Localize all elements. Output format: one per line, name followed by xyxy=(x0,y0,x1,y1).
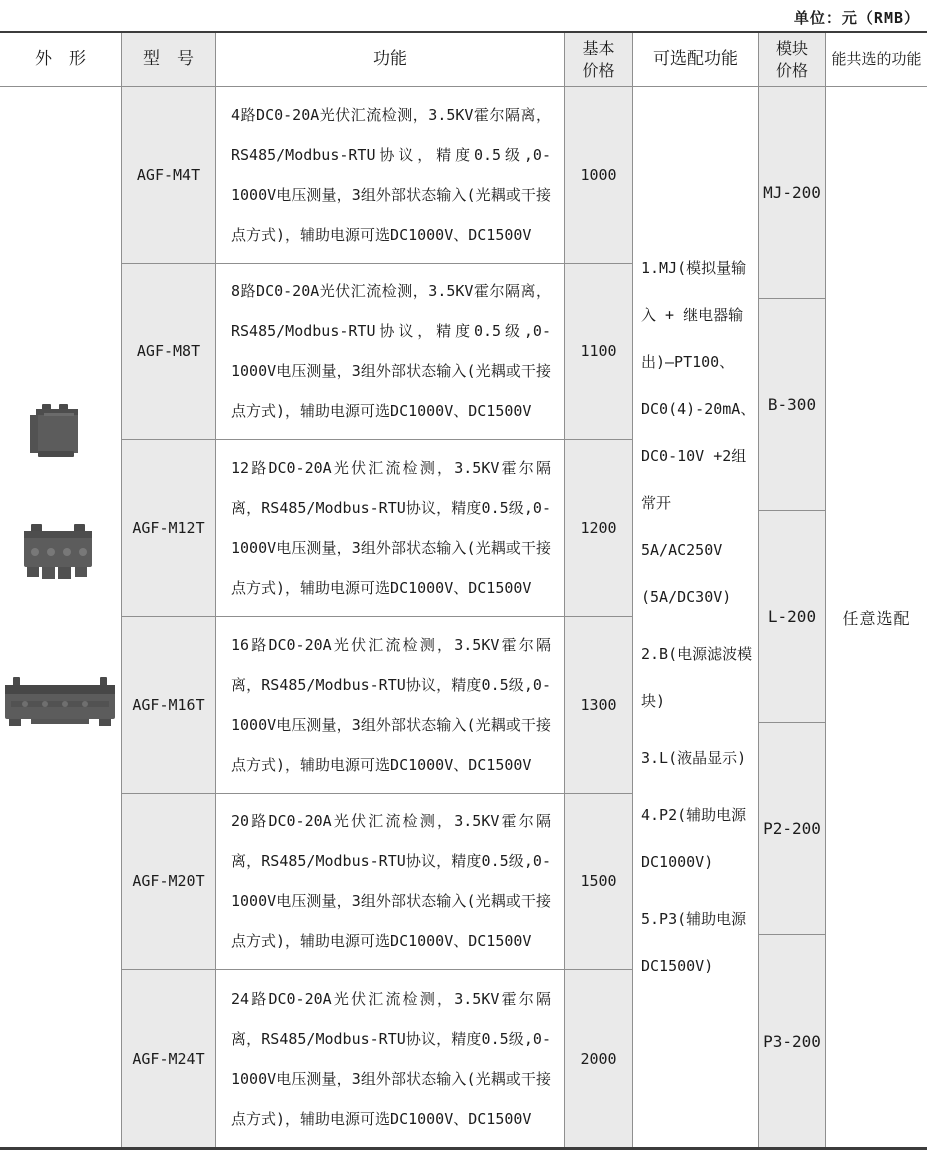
model-cell: AGF-M12T xyxy=(122,440,215,617)
header-base-price-line2: 价格 xyxy=(582,60,615,80)
header-shape: 外 形 xyxy=(35,49,86,70)
function-text: 12路DC0-20A光伏汇流检测，3.5KV霍尔隔离，RS485/Modbus-RTU协议，精度0.5级,0-1000V电压测量，3组外部状态输入(光耦或干接点方式)，辅助电源可选DC1000V、DC1500V xyxy=(231,459,551,598)
model-cell: AGF-M24T xyxy=(132,1049,205,1068)
header-base-price-line1: 基本 xyxy=(582,38,615,58)
optional-function-item: 4.P2(辅助电源 DC1000V) xyxy=(641,805,747,871)
header-model: 型 号 xyxy=(121,33,215,86)
model-column xyxy=(121,87,215,1147)
combiner-device-compact-photo xyxy=(22,401,84,463)
model-cell: AGF-M4T xyxy=(122,87,215,264)
base-price-cell: 1200 xyxy=(565,440,632,617)
table-body xyxy=(0,87,927,1147)
function-text: 8路DC0-20A光伏汇流检测，3.5KV霍尔隔离，RS485/Modbus-RTU协议，精度0.5级,0-1000V电压测量，3组外部状态输入(光耦或干接点方式)，辅助电源可选DC1000V、DC1500V xyxy=(231,282,551,421)
model-cell: AGF-M20T xyxy=(122,794,215,971)
model-cell: AGF-M8T xyxy=(122,264,215,441)
function-text: 4路DC0-20A光伏汇流检测，3.5KV霍尔隔离，RS485/Modbus-RTU协议，精度0.5级,0-1000V电压测量，3组外部状态输入(光耦或干接点方式)，辅助电源可选DC1000V、DC1500V xyxy=(231,105,551,244)
function-text: 16路DC0-20A光伏汇流检测，3.5KV霍尔隔离，RS485/Modbus-RTU协议，精度0.5级,0-1000V电压测量，3组外部状态输入(光耦或干接点方式)，辅助电源可选DC1000V、DC1500V xyxy=(231,635,551,774)
header-module-price-line2: 价格 xyxy=(775,60,808,80)
module-price-cell: P2-200 xyxy=(759,723,825,935)
combiner-device-medium-photo xyxy=(22,523,94,583)
module-price-cell: L-200 xyxy=(759,511,825,723)
table-header-row xyxy=(0,33,927,87)
function-cell xyxy=(216,87,564,264)
price-table xyxy=(0,31,927,1150)
unit-label: 单位：元（RMB） xyxy=(793,9,920,27)
header-base-price xyxy=(564,33,632,86)
combiner-device-wide-photo xyxy=(3,675,118,729)
function-cell xyxy=(216,794,564,971)
shared-functions-text: 任意选配 xyxy=(842,608,911,628)
base-price-cell: 1500 xyxy=(565,794,632,971)
base-price-cell: 1000 xyxy=(565,87,632,264)
header-function: 功能 xyxy=(215,33,564,86)
optional-functions-column xyxy=(632,87,758,1147)
module-price-cell: P3-200 xyxy=(763,1031,821,1051)
optional-function-item: 5.P3(辅助电源 DC1500V) xyxy=(641,909,747,975)
base-price-cell: 2000 xyxy=(580,1049,617,1068)
module-price-cell: MJ-200 xyxy=(759,87,825,299)
shape-column xyxy=(0,87,121,1147)
base-price-cell: 1300 xyxy=(565,617,632,794)
function-text: 24路DC0-20A光伏汇流检测，3.5KV霍尔隔离，RS485/Modbus-RTU协议，精度0.5级,0-1000V电压测量，3组外部状态输入(光耦或干接点方式)，辅助电源可选DC1000V、DC1500V xyxy=(231,989,551,1128)
function-cell xyxy=(216,264,564,441)
module-price-cell: B-300 xyxy=(759,299,825,511)
function-cell xyxy=(216,970,564,1147)
shared-functions-column xyxy=(825,87,927,1147)
module-price-column xyxy=(758,87,825,1147)
header-optional-functions: 可选配功能 xyxy=(632,33,758,86)
header-module-price-line1: 模块 xyxy=(775,38,808,58)
optional-function-item: 2.B(电源滤波模块) xyxy=(641,644,753,710)
function-text: 20路DC0-20A光伏汇流检测，3.5KV霍尔隔离，RS485/Modbus-RTU协议，精度0.5级,0-1000V电压测量，3组外部状态输入(光耦或干接点方式)，辅助电源可选DC1000V、DC1500V xyxy=(231,812,551,951)
function-cell xyxy=(216,617,564,794)
base-price-column xyxy=(564,87,632,1147)
optional-function-item: 3.L(液晶显示) xyxy=(641,748,747,767)
function-cell xyxy=(216,440,564,617)
header-shared-functions: 能共选的功能 xyxy=(825,33,927,86)
model-cell: AGF-M16T xyxy=(122,617,215,794)
base-price-cell: 1100 xyxy=(565,264,632,441)
header-module-price xyxy=(758,33,825,86)
optional-function-item: 1.MJ(模拟量输入 + 继电器输出)—PT100、DC0(4)-20mA、DC0-10V +2组常开 5A/AC250V (5A/DC30V) xyxy=(641,258,756,606)
function-column xyxy=(215,87,564,1147)
